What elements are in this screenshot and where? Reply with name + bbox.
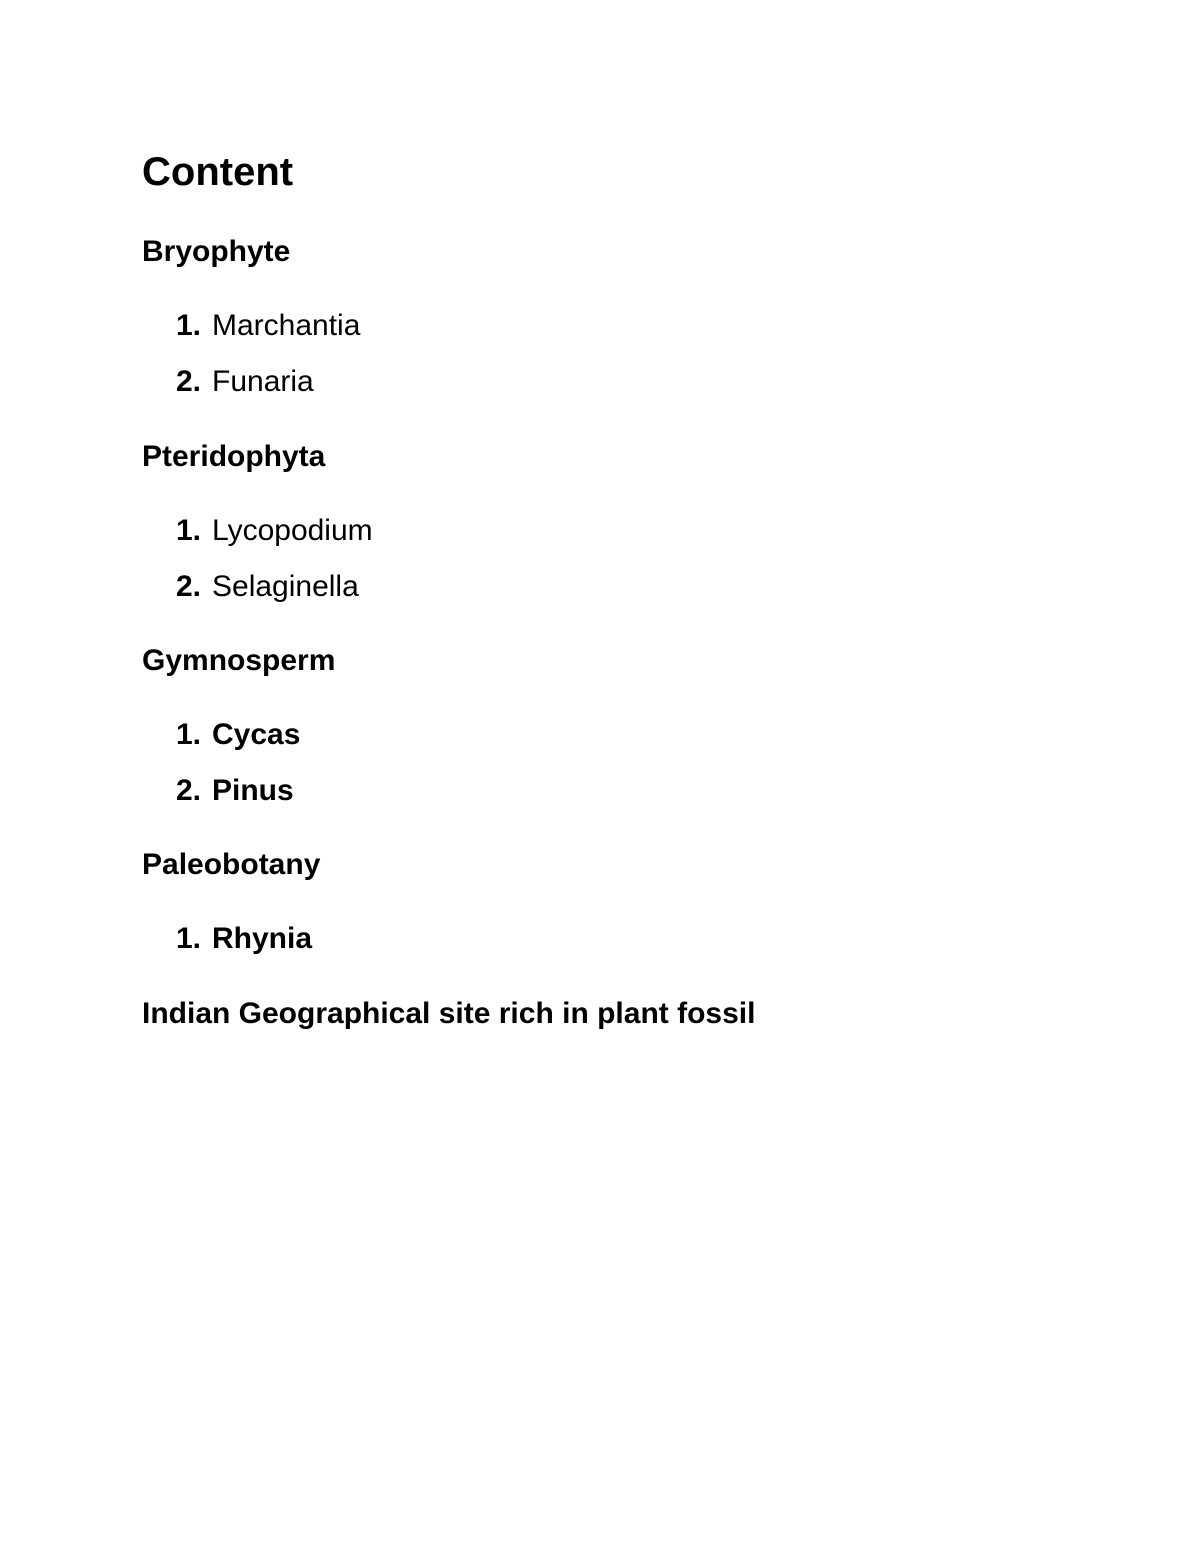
list-item-number: 1. [176,309,202,342]
list-item-number: 2. [176,365,202,398]
list-item-text: Funaria [212,365,314,398]
section-heading-paleobotany: Paleobotany [142,848,321,881]
list-item-number: 2. [176,774,202,807]
list-item-text: Cycas [212,718,301,751]
list-item [176,771,294,811]
list-item [176,715,300,755]
page-title: Content [142,150,294,194]
list-item [176,511,373,551]
list-item [176,362,314,402]
list-item-text: Selaginella [212,570,359,603]
list-item [176,306,360,346]
section-heading-bryophyte: Bryophyte [142,235,291,268]
list-item-number: 1. [176,922,202,955]
list-item-text: Lycopodium [212,514,373,547]
list-item [176,567,359,607]
list-item-text: Pinus [212,774,294,807]
list-item-number: 1. [176,514,202,547]
section-heading-pteridophyta: Pteridophyta [142,440,326,473]
list-item-text: Rhynia [212,922,313,955]
list-item [176,919,312,959]
section-heading-fossil-sites: Indian Geographical site rich in plant fossil [142,997,756,1030]
list-item-text: Marchantia [212,309,361,342]
list-item-number: 2. [176,570,202,603]
list-item-number: 1. [176,718,202,751]
section-heading-gymnosperm: Gymnosperm [142,644,336,677]
